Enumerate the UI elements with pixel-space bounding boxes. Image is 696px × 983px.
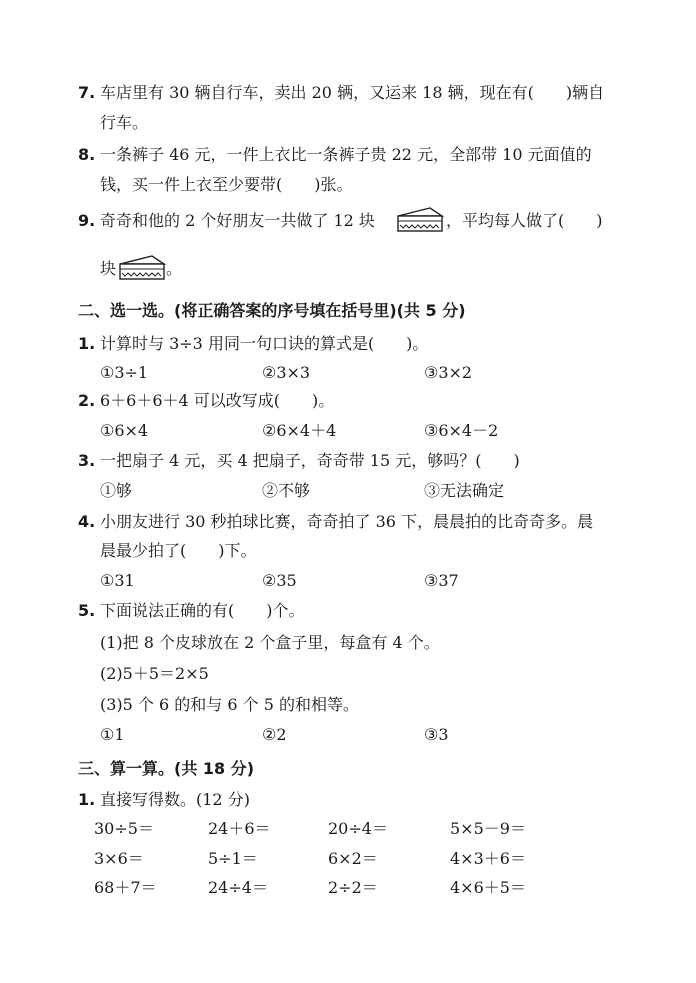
choice-q1-option-3: ③3×2 [424, 363, 473, 382]
question-7-number: 7. [78, 83, 96, 102]
choice-q5-text: 下面说法正确的有( )个。 [100, 601, 305, 620]
calc-item: 6×2＝ [328, 849, 378, 868]
choice-q3-option-1: ①够 [100, 481, 133, 500]
choice-q5-statement-2: (2)5＋5＝2×5 [100, 664, 209, 683]
choice-q3-option-2: ②不够 [262, 481, 311, 500]
choice-q4-option-3: ③37 [424, 571, 459, 590]
choice-q2-text: 6＋6＋6＋4 可以改写成( )。 [100, 391, 335, 410]
calc-item: 30÷5＝ [94, 819, 154, 838]
calc-item: 68＋7＝ [94, 878, 157, 897]
question-7-text: 车店里有 30 辆自行车，卖出 20 辆，又运来 18 辆，现在有( )辆自 [100, 83, 605, 102]
choice-q5-option-2: ②2 [262, 725, 287, 744]
question-7-text-cont: 行车。 [100, 113, 149, 132]
calc-item: 4×3＋6＝ [450, 849, 526, 868]
question-9-number: 9. [78, 211, 96, 230]
section-3-heading: 三、算一算。(共 18 分) [78, 759, 255, 778]
choice-q5-option-3: ③3 [424, 725, 449, 744]
calc-q1-text: 直接写得数。(12 分) [100, 790, 250, 809]
choice-q4-option-2: ②35 [262, 571, 297, 590]
choice-q4-option-1: ①31 [100, 571, 135, 590]
question-8-number: 8. [78, 145, 96, 164]
calc-item: 24＋6＝ [208, 819, 271, 838]
question-9-text: 奇奇和他的 2 个好朋友一共做了 12 块 [100, 211, 375, 230]
question-8-text: 一条裤子 46 元，一件上衣比一条裤子贵 22 元，全部带 10 元面值的 [100, 145, 592, 164]
choice-q2-number: 2. [78, 391, 96, 410]
choice-q2-option-3: ③6×4－2 [424, 421, 499, 440]
calc-item: 5×5－9＝ [450, 819, 526, 838]
calc-item: 2÷2＝ [328, 878, 378, 897]
cake-slice-icon [396, 206, 444, 234]
choice-q4-text-cont: 晨最少拍了( )下。 [100, 541, 257, 560]
calc-q1-number: 1. [78, 790, 96, 809]
question-9-period: 。 [166, 259, 183, 278]
question-8-text-cont: 钱，买一件上衣至少要带( )张。 [100, 175, 353, 194]
question-9-text-b: ，平均每人做了( ) [446, 211, 603, 230]
calc-item: 5÷1＝ [208, 849, 258, 868]
choice-q4-text: 小朋友进行 30 秒拍球比赛，奇奇拍了 36 下，晨晨拍的比奇奇多。晨 [100, 512, 594, 531]
calc-item: 24÷4＝ [208, 878, 268, 897]
choice-q1-text: 计算时与 3÷3 用同一句口诀的算式是( )。 [100, 334, 429, 353]
section-2-heading: 二、选一选。(将正确答案的序号填在括号里)(共 5 分) [78, 301, 466, 320]
cake-slice-icon [118, 254, 166, 282]
calc-item: 20÷4＝ [328, 819, 388, 838]
choice-q3-text: 一把扇子 4 元，买 4 把扇子，奇奇带 15 元，够吗？( ) [100, 451, 520, 470]
choice-q2-option-1: ①6×4 [100, 421, 149, 440]
choice-q5-number: 5. [78, 601, 96, 620]
choice-q5-statement-3: (3)5 个 6 的和与 6 个 5 的和相等。 [100, 695, 359, 714]
choice-q4-number: 4. [78, 512, 96, 531]
choice-q2-option-2: ②6×4＋4 [262, 421, 337, 440]
question-9-text-cont: 块 [100, 259, 117, 278]
choice-q1-option-2: ②3×3 [262, 363, 311, 382]
calc-item: 3×6＝ [94, 849, 144, 868]
choice-q5-option-1: ①1 [100, 725, 125, 744]
choice-q3-number: 3. [78, 451, 96, 470]
calc-item: 4×6＋5＝ [450, 878, 526, 897]
choice-q5-statement-1: (1)把 8 个皮球放在 2 个盒子里，每盒有 4 个。 [100, 633, 440, 652]
choice-q3-option-3: ③无法确定 [424, 481, 505, 500]
choice-q1-option-1: ①3÷1 [100, 363, 149, 382]
choice-q1-number: 1. [78, 334, 96, 353]
